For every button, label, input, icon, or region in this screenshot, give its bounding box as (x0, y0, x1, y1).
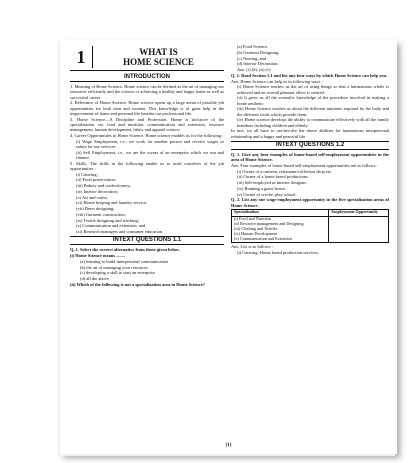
option: (b) the art of managing your resources (80, 264, 149, 270)
table-header: Specialisation (232, 209, 329, 216)
question: Q. 1. Give any four examples of home-based self-employment opportunities in the area of Home Science. (231, 151, 389, 162)
chapter-title-line2: HOME SCIENCE (123, 57, 194, 67)
question-part: (ii) Which of the following is not a specialization area in Home Science? (70, 281, 205, 287)
table-row-label: (ii) Resource management and Designing (234, 221, 304, 227)
question-part: (i) Home Science means ........ (70, 253, 125, 258)
question: Q. 2. List any one wage-employment opportunity in the five specialization areas of Home Science. (231, 197, 389, 208)
table-row-label: (v) Communication and Extension (234, 235, 292, 241)
option: (c) Nursing, and (237, 55, 266, 61)
chapter-header (70, 44, 224, 71)
list-item: (ii) It gives us all the scientific knowledge of the procedure involved in making a home aesthetic. (237, 95, 389, 106)
table-row (232, 216, 389, 243)
list-item: (i) Catering, Home based production services. (237, 249, 319, 255)
paragraph: 5. Skills. The skills in the following enable us to avail ourselves of the job opportunities : (70, 160, 224, 171)
list-item: (iii) Bakery and confectionery; (76, 183, 131, 188)
right-column (231, 44, 389, 256)
answer: Ans. Four examples of home-based self-employment opportunities are as follows : (231, 162, 378, 168)
option: (d) all the above (80, 276, 109, 281)
question: Q. 2. Read Section 1.1 and list any four ways by which Home Science can help you. (231, 72, 388, 78)
list-item: (x) Communication and extension; and (76, 223, 146, 229)
list-item: (iii) Self-employed as interior designer. (237, 180, 307, 185)
page-number: (1) (225, 443, 232, 448)
list-item: (iii) Home Science teaches us about the different nutrients required by the body and the different foods which provide them. (237, 106, 389, 117)
option: (a) Food Science, (237, 44, 269, 49)
list-item: (iv) Home science develops the ability to communicate effectively with all the family members including children and elderly. (237, 117, 389, 128)
answer: Ans. (i) (d), (ii) (c). (237, 67, 272, 72)
list-item: (i) Home Science teaches us the art of using things so that a harmonious whole is achieved and an overall pleasant effect is created. (237, 84, 389, 95)
table-header: Employment Opportunity (329, 209, 389, 216)
paragraph: 2. Relevance of Home Science. Home science opens up a large arena of possible job opportunities for both men and women. This knowledge is of great help in the improvement of home and personal life besides our professional life. (70, 100, 224, 116)
table-row-label: (iii) Clothing and Textiles (234, 225, 278, 231)
list-item: (vi) House keeping and laundry service; (76, 200, 148, 206)
list-item: (iv) Interior decoration; (76, 188, 118, 194)
list-item: (ii) Self Employment, i.e., we are the owner of an enterprise which we run and finance. (76, 149, 224, 160)
specialisation-table (231, 209, 389, 243)
left-column (70, 44, 224, 288)
paragraph: 4. Career Opportunities in Home Science. Home science enables us for the following : (70, 132, 224, 138)
list-item: (i) Owner of a canteen, restaurant/coffee/tea shop etc. (237, 168, 333, 174)
list-item: (v) Owner of creche, play school. (237, 191, 297, 197)
table-cell (329, 216, 389, 243)
chapter-number: 1 (70, 46, 93, 68)
paragraph: 3. Home Science—A Discipline and Profession. Home is inclusive of the specialization viz. food and nutrition, communication and extension, resource management, human development, fabric and apparel science. (70, 116, 224, 132)
list-item: (ii) Owner of a home based productions. (237, 174, 309, 180)
book-page (60, 40, 397, 454)
table-row-label: (iv) Human Development (234, 230, 278, 236)
paragraph: In fact, we all have to use/involve the above abilities for harmonious interpersonal relationship and a happy and peaceful life. (231, 128, 389, 139)
answer: Ans. Home Science can help us in following ways : (231, 78, 323, 84)
option: (b) Garment Designing, (237, 49, 280, 55)
answer: Ans. List is as follows : (231, 244, 273, 250)
list-item: (ii) Food preservation; (76, 177, 116, 183)
list-item: (v) Art and crafts; (76, 194, 108, 200)
list-item: (ix) Textile designing and teaching; (76, 217, 139, 223)
list-item: (iv) Running a guest house. (237, 185, 286, 191)
table-row-label: (i) Food and Nutrition (234, 216, 272, 222)
table-header-row (232, 209, 389, 216)
option: (d) Interior Decoration. (237, 61, 279, 67)
option: (a) learning to build interpersonal communication (80, 258, 169, 264)
question: Q. 1. Select the correct alternative from those given below. (70, 247, 181, 253)
list-item: (viii) Garment construction; (76, 211, 126, 217)
paragraph: 1. Meaning of Home Science. Home science can be defined as the art of managing our resources efficiently and the science of achieving a healthy and happy home as well as successful career. (70, 84, 224, 100)
section-heading-introduction: INTRODUCTION (70, 74, 224, 82)
chapter-title (93, 47, 224, 67)
list-item: (vii) Dress designing; (76, 206, 115, 211)
option: (c) developing a skill to start an enterprise (80, 270, 155, 276)
list-item: (i) Catering; (76, 171, 98, 177)
list-item: (i) Wage Employment, i.e., we work for another person and receive wages or salary for our services. (76, 138, 224, 149)
table-cell (232, 216, 329, 243)
section-heading-intext-1-2: INTEXT QUESTIONS 1.2 (231, 141, 389, 150)
chapter-title-line1: WHAT IS (139, 47, 178, 57)
section-heading-intext-1-1: INTEXT QUESTIONS 1.1 (70, 236, 224, 245)
list-item: (xi) Research managers and consumer education. (76, 229, 164, 234)
